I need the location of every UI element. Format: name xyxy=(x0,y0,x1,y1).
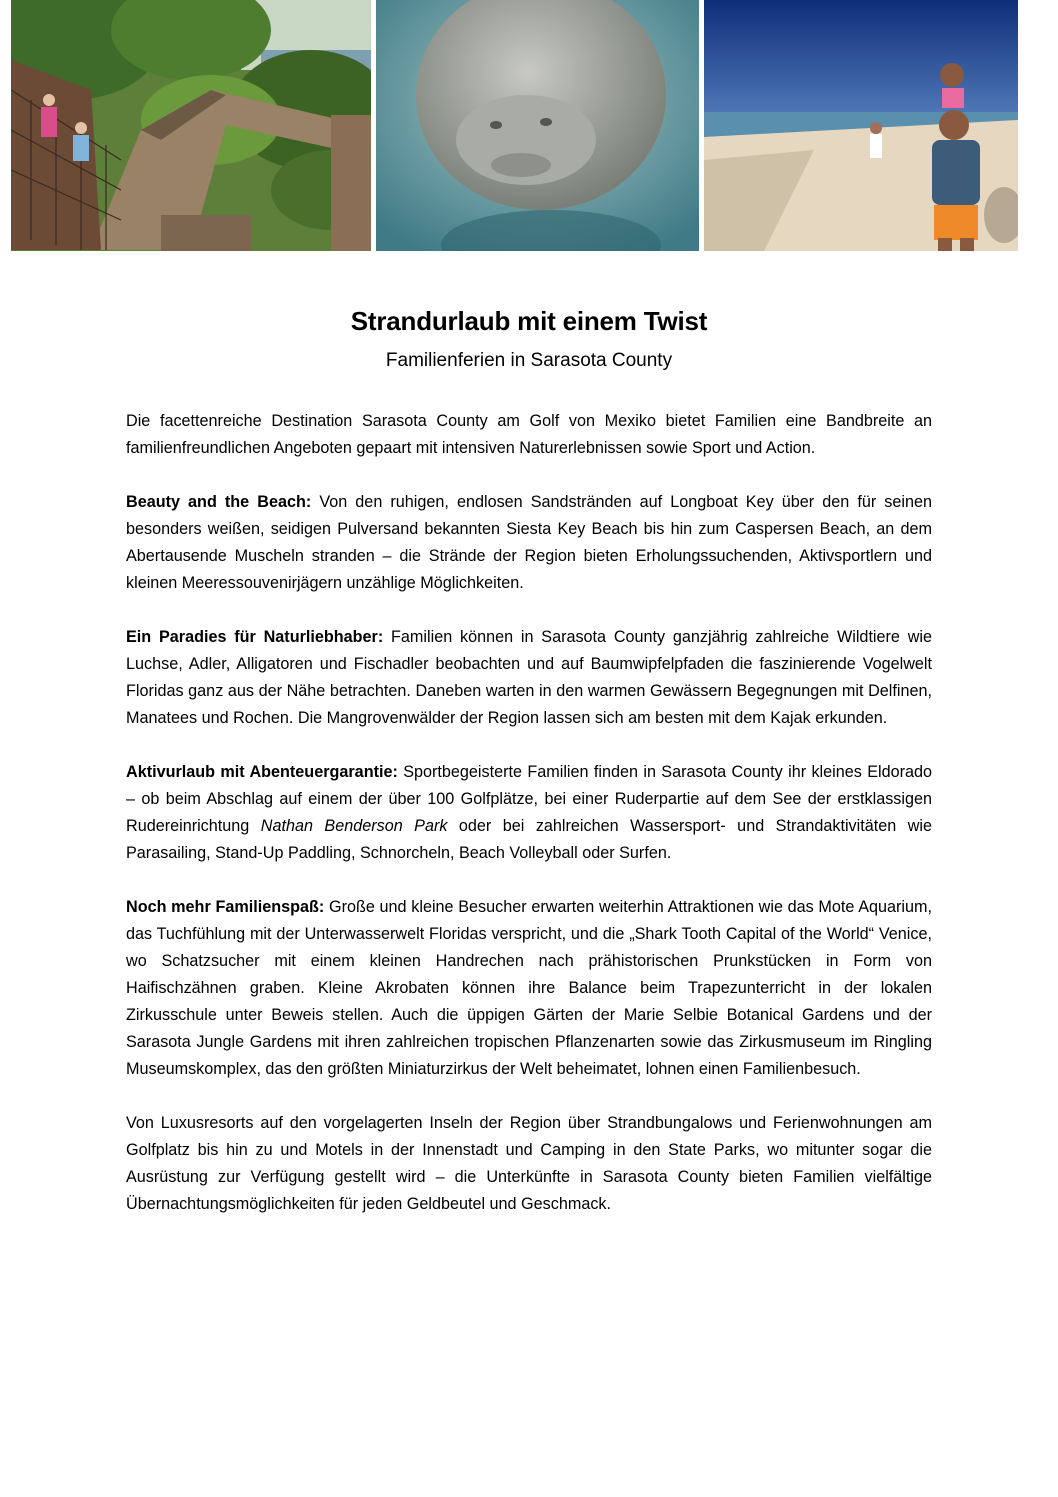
section-nature xyxy=(126,624,932,732)
manatee-photo xyxy=(376,0,699,251)
canopy-walkway-photo xyxy=(11,0,371,251)
section-text: Familien können in Sarasota County ganzjährig zahlreiche Wildtiere wie Luchse, Adler, Alligatoren und Fischadler beobachten und auf Baumwipfelpfaden die faszinierende Vogelwelt Floridas ganz aus der Nähe betrachten. Daneben warten in den warmen Gewässern Begegnungen mit Delfinen, Manatees und Rochen. Die Mangrovenwälder der Region lassen sich am besten mit dem Kajak erkunden. xyxy=(126,628,933,727)
photo-strip xyxy=(11,0,1018,251)
beach-family-photo xyxy=(704,0,1018,251)
article-body xyxy=(126,408,932,1245)
section-beach xyxy=(126,489,932,597)
section-lead: Noch mehr Familienspaß: xyxy=(126,898,325,916)
section-text: Sportbegeisterte Familien finden in Sarasota County ihr kleines Eldorado – ob beim Abschlag auf einem der über 100 Golfplätze, bei einer Ruderpartie auf dem See der erstklassigen Rudereinrichtung xyxy=(126,763,932,835)
section-lead: Aktivurlaub mit Abenteuergarantie: xyxy=(126,763,398,781)
section-text: Große und kleine Besucher erwarten weiterhin Attraktionen wie das Mote Aquarium, das Tuchfühlung mit der Unterwasserwelt Floridas verspricht, und die „Shark Tooth Capital of the World“ Venice, wo Schatzsucher mit einem kleinen Handrechen nach prähistorischen Prunkstücken in Form von Haifischzähnen graben. Kleine Akrobaten können ihre Balance beim Trapezunterricht in der lokalen Zirkusschule unter Beweis stellen. Auch die üppigen Gärten der Marie Selbie Botanical Gardens und der Sarasota Jungle Gardens mit ihren zahlreichen tropischen Pflanzenarten sowie das Zirkusmuseum im Ringling Museumskomplex, das den größten Miniaturzirkus der Welt beheimatet, lohnen einen Familienbesuch. xyxy=(126,898,932,1078)
page-subtitle: Familienferien in Sarasota County xyxy=(385,350,673,371)
page-title: Strandurlaub mit einem Twist xyxy=(350,306,708,336)
section-fun xyxy=(126,894,932,1083)
section-lead: Beauty and the Beach: xyxy=(126,493,312,511)
intro-paragraph: Die facettenreiche Destination Sarasota County am Golf von Mexiko bietet Familien eine Bandbreite an familienfreundlichen Angeboten gepaart mit intensiven Naturerlebnissen sowie Sport und Action. xyxy=(126,412,932,457)
section-lead: Ein Paradies für Naturliebhaber: xyxy=(126,628,384,646)
section-text: oder bei zahlreichen Wassersport- und Strandaktivitäten wie Parasailing, Stand-Up Paddling, Schnorcheln, Beach Volleyball oder Surfen. xyxy=(126,817,932,862)
section-text-italic: Nathan Benderson Park xyxy=(260,817,448,835)
section-text: Von den ruhigen, endlosen Sandstränden auf Longboat Key über den für seinen besonders weißen, seidigen Pulversand bekannten Siesta Key Beach bis hin zum Caspersen Beach, an dem Abertausende Muscheln stranden – die Strände der Region bieten Erholungssuchenden, Aktivsportlern und kleinen Meeressouvenirjägern unzählige Möglichkeiten. xyxy=(126,493,932,592)
closing-paragraph: Von Luxusresorts auf den vorgelagerten Inseln der Region über Strandbungalows und Ferienwohnungen am Golfplatz bis hin zu und Motels in der Innenstadt und Camping in den State Parks, wo mitunter sogar die Ausrüstung zur Verfügung gestellt wird – die Unterkünfte in Sarasota County bieten Familien vielfältige Übernachtungsmöglichkeiten für jeden Geldbeutel und Geschmack. xyxy=(126,1114,932,1213)
section-active xyxy=(126,759,932,867)
